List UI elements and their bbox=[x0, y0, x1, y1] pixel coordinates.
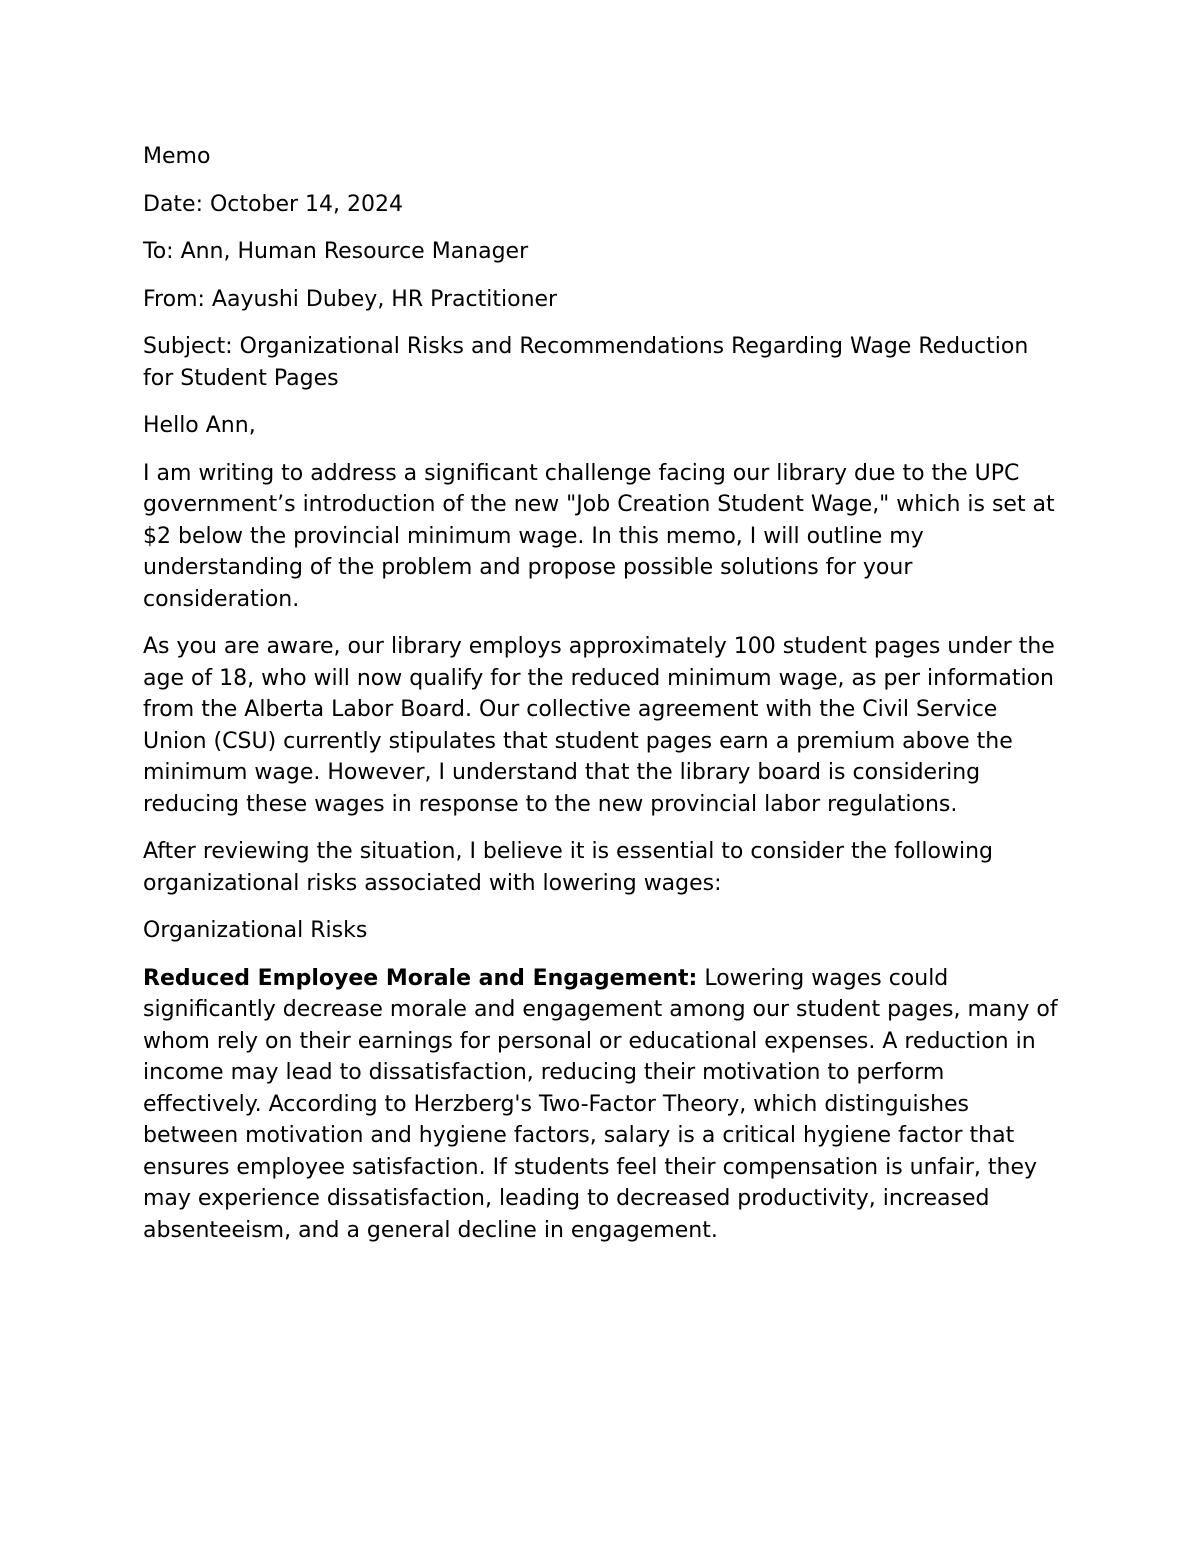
memo-paragraph-intro: I am writing to address a significant challenge facing our library due to the UPC government’s introduction of the new "Job Creation Student Wage," which is set at $2 below the provincial minimum wage. In this memo, I will outline my understanding of the problem and propose possible solutions for your consideration. bbox=[143, 460, 1055, 612]
risk-paragraph bbox=[143, 963, 1058, 1247]
risk-body: Lowering wages could significantly decrease morale and engagement among our student pages, many of whom rely on their earnings for personal or educational expenses. A reduction in income may lead to dissatisfaction, reducing their motivation to perform effectively. According to Herzberg's Two-Factor Theory, which distinguishes between motivation and hygiene factors, salary is a critical hygiene factor that ensures employee satisfaction. If students feel their compensation is unfair, they may experience dissatisfaction, leading to decreased productivity, increased absenteeism, and a general decline in engagement. bbox=[143, 965, 1058, 1243]
memo-paragraph-context: As you are aware, our library employs approximately 100 student pages under the age of 18, who will now qualify for the reduced minimum wage, as per information from the Alberta Labor Board. Our collective agreement with the Civil Service Union (CSU) currently stipulates that student pages earn a premium above the minimum wage. However, I understand that the library board is considering reducing these wages in response to the new provincial labor regulations. bbox=[143, 634, 1055, 817]
memo-from: From: Aayushi Dubey, HR Practitioner bbox=[143, 286, 558, 312]
memo-heading: Memo bbox=[143, 144, 211, 169]
memo-date: Date: October 14, 2024 bbox=[143, 191, 403, 217]
memo-to: To: Ann, Human Resource Manager bbox=[143, 239, 529, 264]
memo-greeting: Hello Ann, bbox=[143, 413, 256, 438]
risk-lead: Reduced Employee Morale and Engagement: bbox=[143, 965, 698, 991]
memo-subject: Subject: Organizational Risks and Recommendations Regarding Wage Reduction for Student Pages bbox=[143, 334, 1029, 391]
section-heading: Organizational Risks bbox=[143, 918, 368, 943]
memo-page bbox=[143, 141, 1058, 1262]
memo-paragraph-risks-intro: After reviewing the situation, I believe it is essential to consider the following organizational risks associated with lowering wages: bbox=[143, 839, 993, 896]
